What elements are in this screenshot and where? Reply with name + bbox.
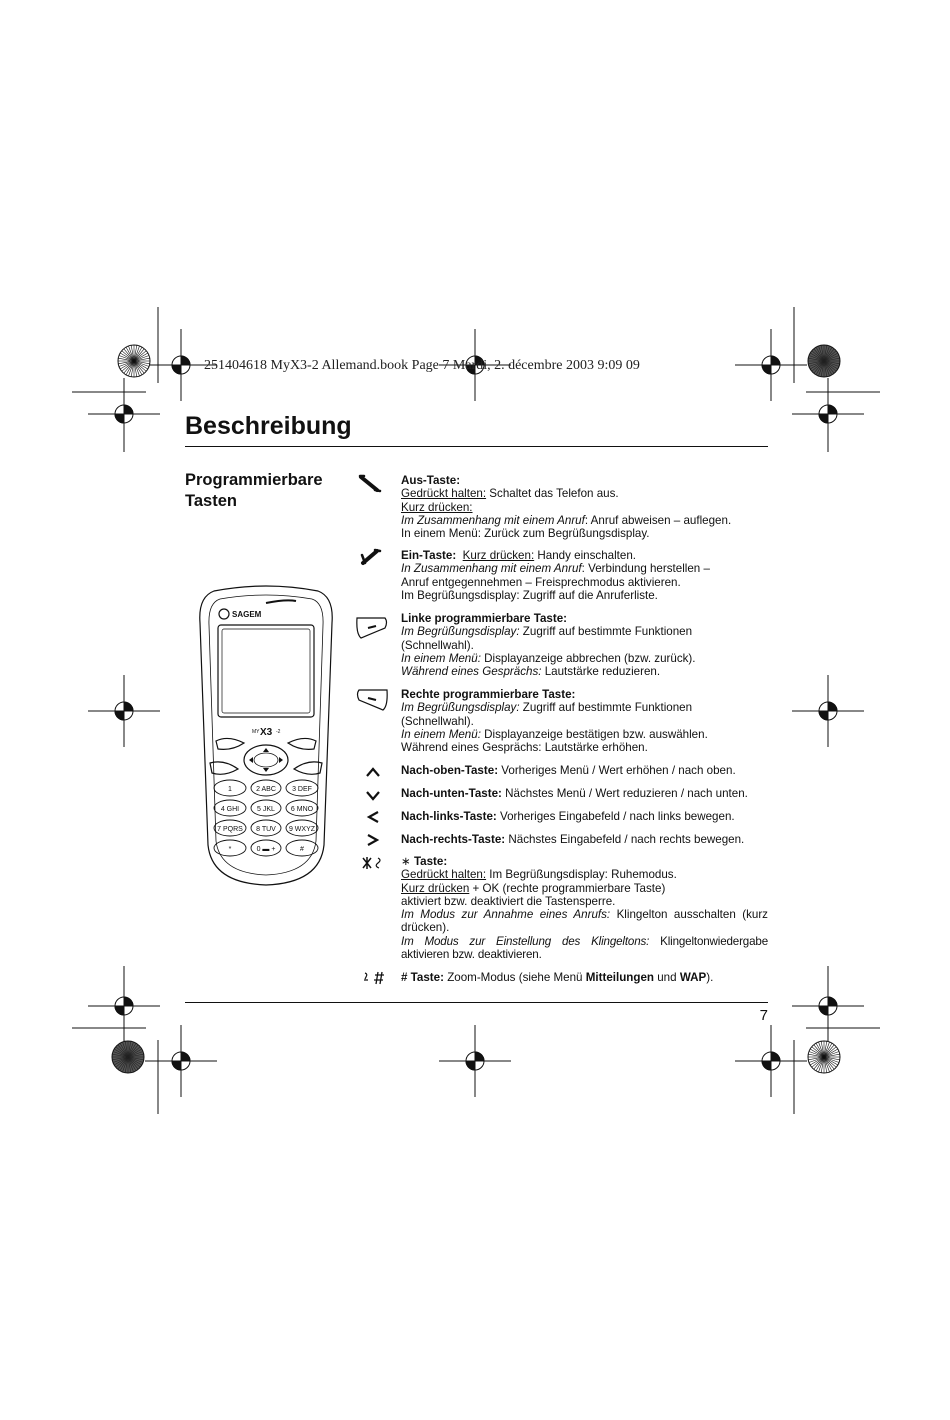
phone-key-label: * bbox=[228, 846, 232, 853]
entry-title: Taste: bbox=[410, 855, 448, 868]
entry-title: Nach-links-Taste: bbox=[401, 810, 497, 823]
entry-text: Im Begrüßungsdisplay: Ruhemodus. bbox=[486, 868, 677, 882]
section-title-line1: Programmierbare bbox=[185, 471, 323, 489]
phone-key-label: 4 GHI bbox=[220, 806, 240, 813]
phone-model-my: MY bbox=[252, 729, 260, 735]
entry-label: Kurz drücken: bbox=[401, 500, 473, 514]
entry-text: Zugriff auf bestimmte Funktionen bbox=[519, 625, 693, 639]
entry-label: Kurz drücken bbox=[401, 881, 470, 895]
entry-label: Gedrückt halten: bbox=[401, 487, 487, 501]
entry-text: In einem Menü: Zurück zum Begrüßungsdisplay. bbox=[401, 527, 650, 541]
entry-text: Lautstärke reduzieren. bbox=[541, 665, 661, 679]
phone-key-label: 2 ABC bbox=[256, 786, 276, 793]
crosshair-mark bbox=[145, 1025, 217, 1097]
entry-text: aktiviert bzw. deaktiviert die Tastensperre. bbox=[401, 894, 616, 908]
hash-key-icon bbox=[360, 970, 386, 986]
phone-key-label: 1 bbox=[228, 786, 232, 793]
right-arrow-icon bbox=[364, 833, 382, 847]
phone-key-label: 6 MNO bbox=[290, 806, 314, 813]
entry-label: Kurz drücken: bbox=[462, 549, 535, 562]
star-target-mark bbox=[808, 1041, 840, 1073]
left-arrow-icon bbox=[364, 810, 382, 824]
right-softkey-icon bbox=[355, 686, 389, 712]
entry-context: Während eines Gesprächs: bbox=[401, 665, 542, 679]
entry-text: Vorheriges Menü / Wert erhöhen / nach oben. bbox=[498, 764, 736, 777]
entry-label: Gedrückt halten: bbox=[401, 868, 487, 882]
phone-illustration bbox=[196, 583, 336, 888]
menu-wap: WAP bbox=[679, 971, 707, 984]
menu-mitteilungen: Mitteilungen bbox=[585, 971, 655, 984]
entry-title: Ein-Taste: bbox=[401, 549, 457, 562]
entry-text: + OK (rechte programmierbare Taste) bbox=[469, 881, 666, 895]
entry-nach-oben-taste bbox=[401, 764, 768, 777]
entry-aus-taste bbox=[401, 474, 768, 540]
entry-context: Im Begrüßungsdisplay: bbox=[401, 701, 520, 715]
crosshair-mark bbox=[735, 1025, 807, 1097]
entry-text: Im Begrüßungsdisplay: Zugriff auf die Anruferliste. bbox=[401, 588, 658, 602]
section-title bbox=[185, 470, 345, 512]
entry-context: Im Modus zur Annahme eines Anrufs: bbox=[401, 908, 611, 922]
entry-title: Nach-unten-Taste: bbox=[401, 787, 502, 800]
entry-ein-taste bbox=[401, 549, 768, 602]
entry-text: : Verbindung herstellen – bbox=[581, 562, 710, 576]
entry-title: # Taste: bbox=[401, 971, 444, 984]
crosshair-mark bbox=[735, 329, 807, 401]
entry-text: ). bbox=[706, 971, 714, 984]
entry-text: Displayanzeige abbrechen (bzw. zurück). bbox=[480, 651, 696, 665]
up-arrow-icon bbox=[364, 765, 382, 779]
entry-title: Nach-rechts-Taste: bbox=[401, 833, 506, 846]
page-number: 7 bbox=[759, 1007, 768, 1024]
crosshair-mark bbox=[439, 1025, 511, 1097]
entry-text: Handy einschalten. bbox=[534, 549, 637, 562]
star-target-mark bbox=[112, 1041, 144, 1073]
phone-brand: SAGEM bbox=[232, 610, 262, 619]
section-title-line2: Tasten bbox=[185, 492, 237, 510]
entry-context: Im Begrüßungsdisplay: bbox=[401, 625, 520, 639]
phone-key-label: 0 ▬ + bbox=[256, 846, 276, 853]
title-rule bbox=[185, 446, 768, 447]
entry-title: Linke programmierbare Taste: bbox=[401, 612, 568, 625]
left-softkey-icon bbox=[355, 614, 389, 640]
entry-stern-taste bbox=[401, 855, 768, 961]
entry-text: Displayanzeige bestätigen bzw. auswählen. bbox=[480, 727, 708, 741]
star-symbol: ∗ bbox=[401, 855, 411, 868]
phone-key-label: 9 WXYZ bbox=[288, 826, 316, 833]
phone-key-label: 5 JKL bbox=[257, 806, 275, 813]
entry-text: Während eines Gesprächs: Lautstärke erhöhen. bbox=[401, 741, 648, 755]
entry-context: Im Modus zur Einstellung des Klingeltons: bbox=[401, 934, 650, 948]
entry-nach-links-taste bbox=[401, 810, 768, 823]
entry-context: Im Zusammenhang mit einem Anruf bbox=[401, 513, 585, 527]
down-arrow-icon bbox=[364, 788, 382, 802]
phone-model-suffix: -2 bbox=[276, 729, 281, 735]
entry-context: In Zusammenhang mit einem Anruf bbox=[401, 562, 582, 576]
crosshair-mark bbox=[792, 970, 864, 1042]
entry-nach-unten-taste bbox=[401, 787, 768, 800]
call-icon bbox=[355, 547, 385, 567]
phone-key-label: # bbox=[300, 846, 304, 853]
crosshair-mark bbox=[88, 675, 160, 747]
entry-title: Nach-oben-Taste: bbox=[401, 764, 499, 777]
entry-title: Aus-Taste: bbox=[401, 474, 461, 487]
star-key-icon bbox=[360, 855, 386, 871]
entry-text: Zoom-Modus (siehe Menü bbox=[443, 971, 586, 984]
entry-text: Nächstes Eingabefeld / nach rechts bewegen. bbox=[505, 833, 745, 846]
book-info-header: 251404618 MyX3-2 Allemand.book Page 7 Mardi, 2. décembre 2003 9:09 09 bbox=[204, 358, 640, 373]
phone-key-label: 7 PQRS bbox=[217, 826, 243, 833]
entry-title: Rechte programmierbare Taste: bbox=[401, 688, 576, 701]
footer-rule bbox=[185, 1002, 768, 1003]
entry-text: (Schnellwahl). bbox=[401, 638, 474, 652]
entry-text: : Anruf abweisen – auflegen. bbox=[584, 513, 732, 527]
phone-key-label: 3 DEF bbox=[292, 786, 312, 793]
entry-text: Anruf entgegennehmen – Freisprechmodus aktivieren. bbox=[401, 575, 681, 589]
page-title: Beschreibung bbox=[185, 412, 352, 440]
entry-raute-taste bbox=[401, 971, 768, 984]
entry-context: In einem Menü: bbox=[401, 727, 481, 741]
entry-text: Nächstes Menü / Wert reduzieren / nach unten. bbox=[501, 787, 748, 800]
entry-text: Klingelton ausschalten (kurz drücken). bbox=[401, 908, 768, 935]
entry-text: und bbox=[654, 971, 680, 984]
star-target-mark bbox=[808, 345, 840, 377]
entry-text: Klingeltonwiedergabe aktivieren bzw. deaktivieren. bbox=[401, 934, 768, 962]
entry-text: Schaltet das Telefon aus. bbox=[486, 487, 619, 501]
entry-text: Vorheriges Eingabefeld / nach links bewegen. bbox=[496, 810, 735, 823]
entry-text: (Schnellwahl). bbox=[401, 714, 474, 728]
crosshair-mark bbox=[88, 970, 160, 1042]
crosshair-mark bbox=[88, 378, 160, 450]
entry-rechte-taste bbox=[401, 688, 768, 754]
entry-context: In einem Menü: bbox=[401, 651, 481, 665]
star-target-mark bbox=[118, 345, 150, 377]
crosshair-mark bbox=[792, 675, 864, 747]
crosshair-mark bbox=[792, 378, 864, 450]
hang-up-icon bbox=[355, 474, 385, 494]
entry-text: Zugriff auf bestimmte Funktionen bbox=[519, 701, 693, 715]
phone-model-x3: X3 bbox=[260, 727, 273, 738]
phone-key-label: 8 TUV bbox=[256, 826, 276, 833]
entry-linke-taste bbox=[401, 612, 768, 678]
entry-nach-rechts-taste bbox=[401, 833, 768, 846]
